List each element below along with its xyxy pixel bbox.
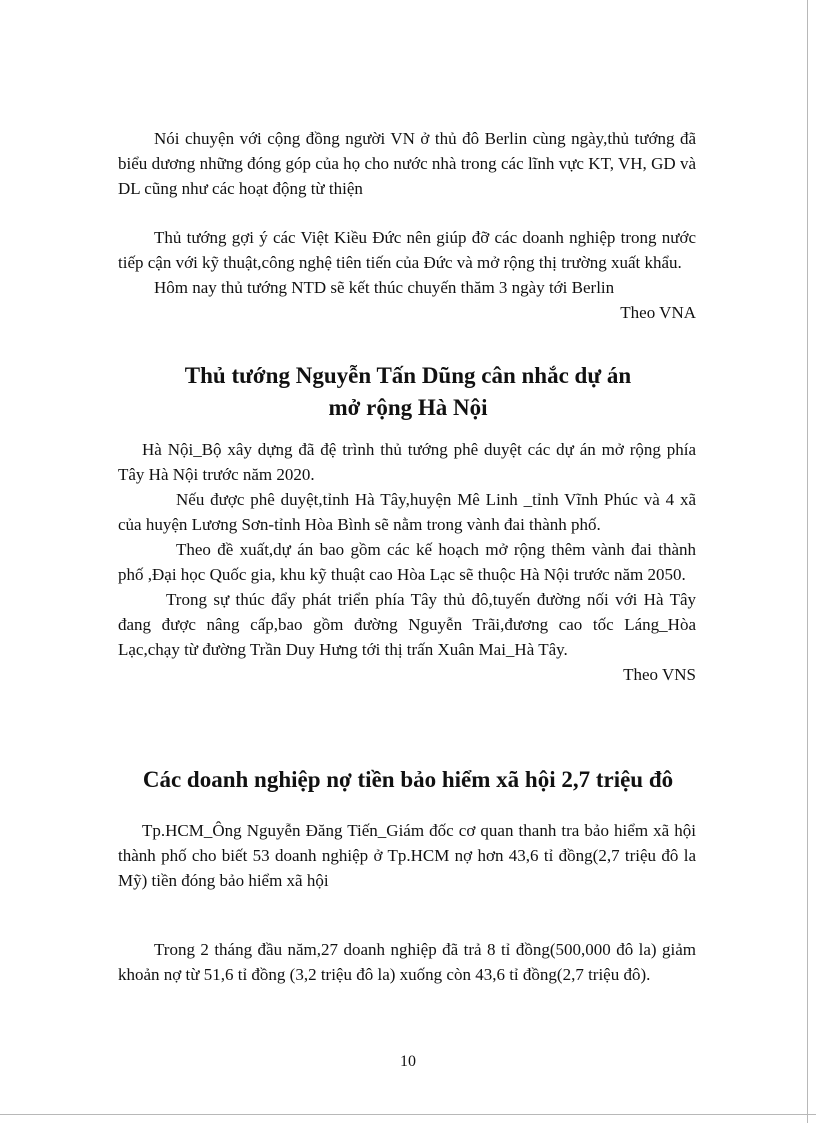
title-line: Thủ tướng Nguyễn Tấn Dũng cân nhắc dự án <box>184 363 632 388</box>
paragraph: Nói chuyện với cộng đồng người VN ở thủ đô Berlin cùng ngày,thủ tướng đã biểu dương những đóng góp của họ cho nước nhà trong các lĩnh vực KT, VH, GD và DL cũng như các hoạt động từ thiện <box>118 129 696 198</box>
paragraph: Trong 2 tháng đầu năm,27 doanh nghiệp đã trả 8 tỉ đồng(500,000 đô la) giảm khoản nợ từ 51,6 tỉ đồng (3,2 triệu đô la) xuống còn 43,6 tỉ đồng(2,7 triệu đô). <box>118 940 696 984</box>
article-1 <box>118 126 696 325</box>
article-source: Theo VNS <box>623 665 696 684</box>
paragraph: Thủ tướng gợi ý các Việt Kiều Đức nên giúp đỡ các doanh nghiệp trong nước tiếp cận với kỹ thuật,công nghệ tiên tiến của Đức và mở rộng thị trường xuất khẩu. <box>118 228 696 272</box>
article-2 <box>118 437 696 687</box>
page-edge-bottom <box>0 1114 816 1115</box>
paragraph: Nếu được phê duyệt,tỉnh Hà Tây,huyện Mê Linh _tỉnh Vĩnh Phúc và 4 xã của huyện Lương Sơn-tỉnh Hòa Bình sẽ nằm trong vành đai thành phố. <box>118 490 696 534</box>
paragraph: Hôm nay thủ tướng NTD sẽ kết thúc chuyến thăm 3 ngày tới Berlin <box>154 278 615 297</box>
paragraph: Trong sự thúc đẩy phát triển phía Tây thủ đô,tuyến đường nối với Hà Tây đang được nâng cấp,bao gồm đường Nguyễn Trãi,đương cao tốc Láng_Hòa Lạc,chạy từ đường Trần Duy Hưng tới thị trấn Xuân Mai_Hà Tây. <box>118 590 696 659</box>
paragraph: Theo đề xuất,dự án bao gồm các kế hoạch mở rộng thêm vành đai thành phố ,Đại học Quốc gia, khu kỹ thuật cao Hòa Lạc sẽ thuộc Hà Nội trước năm 2050. <box>118 540 696 584</box>
paragraph: Tp.HCM_Ông Nguyễn Đăng Tiến_Giám đốc cơ quan thanh tra bảo hiểm xã hội thành phố cho biết 53 doanh nghiệp ở Tp.HCM nợ hơn 43,6 tỉ đồng(2,7 triệu đô la Mỹ) tiền đóng bảo hiểm xã hội <box>118 821 696 890</box>
article-title <box>100 360 716 424</box>
page-edge-right <box>807 0 808 1123</box>
paragraph: Hà Nội_Bộ xây dựng đã đệ trình thủ tướng phê duyệt các dự án mở rộng phía Tây Hà Nội trước năm 2020. <box>118 440 696 484</box>
page-number: 10 <box>400 1053 416 1070</box>
title-line: mở rộng Hà Nội <box>328 395 488 420</box>
article-title: Các doanh nghiệp nợ tiền bảo hiểm xã hội 2,7 triệu đô <box>142 767 674 792</box>
article-3 <box>118 818 696 987</box>
article-source: Theo VNA <box>620 303 696 322</box>
